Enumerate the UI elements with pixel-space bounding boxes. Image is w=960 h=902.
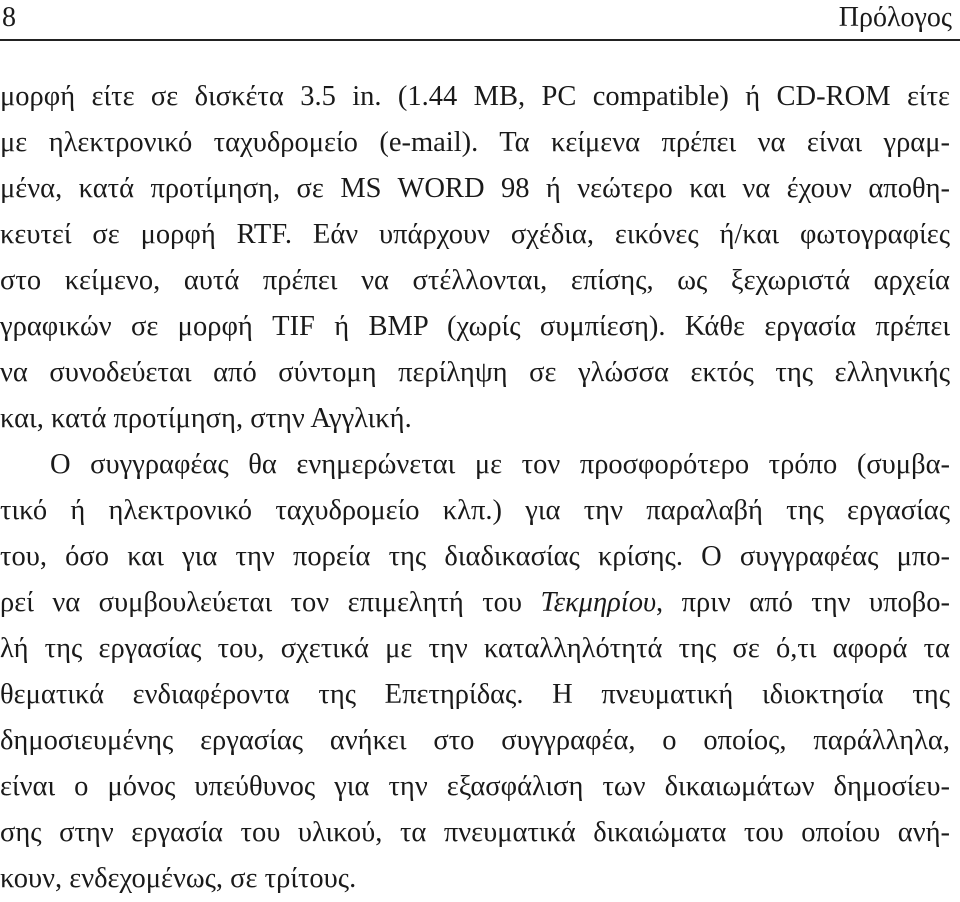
paragraph-start-line: Ο συγγραφέας θα ενημερώνεται με τον προσφορότερο τρόπο (συμβα-: [50, 449, 950, 480]
paragraph-end-line: και, κατά προτίμηση, στην Αγγλική.: [0, 403, 412, 434]
text-segment: ρεί να συμβουλεύεται τον επιμελητή του: [0, 587, 541, 618]
text-line: σης στην εργασία του υλικού, τα πνευματικά δικαιώματα του οποίου ανή-: [0, 817, 950, 848]
text-line: στο κείμενο, αυτά πρέπει να στέλλονται, επίσης, ως ξεχωριστά αρχεία: [0, 265, 950, 296]
text-line: μένα, κατά προτίμηση, σε MS WORD 98 ή νεώτερο και να έχουν αποθη-: [0, 173, 950, 204]
text-line: είναι ο μόνος υπεύθυνος για την εξασφάλιση των δικαιωμάτων δημοσίευ-: [0, 771, 950, 802]
text-line-with-italic: [0, 580, 950, 626]
text-line: λή της εργασίας του, σχετικά με την καταλληλότητά της σε ό,τι αφορά τα: [0, 633, 950, 664]
text-line: γραφικών σε μορφή TIF ή BMP (χωρίς συμπίεση). Κάθε εργασία πρέπει: [0, 311, 950, 342]
text-line: μορφή είτε σε δισκέτα 3.5 in. (1.44 MB, PC compatible) ή CD-ROM είτε: [0, 81, 950, 112]
text-line: να συνοδεύεται από σύντομη περίληψη σε γλώσσα εκτός της ελληνικής: [0, 357, 950, 388]
italic-title: Τεκμηρίου: [540, 587, 657, 618]
page-header: [0, 0, 960, 36]
header-rule: [0, 39, 960, 41]
paragraph-end-line: κουν, ενδεχομένως, σε τρίτους.: [0, 863, 357, 894]
text-line: με ηλεκτρονικό ταχυδρομείο (e-mail). Τα κείμενα πρέπει να είναι γραμ-: [0, 127, 950, 158]
text-line: δημοσιευμένης εργασίας ανήκει στο συγγραφέα, ο οποίος, παράλληλα,: [0, 725, 950, 756]
running-head: Πρόλογος: [838, 2, 952, 33]
page-number: 8: [2, 2, 16, 33]
text-line: κευτεί σε μορφή RTF. Εάν υπάρχουν σχέδια, εικόνες ή/και φωτογραφίες: [0, 219, 950, 250]
text-segment: , πριν από την υποβο-: [656, 587, 950, 618]
body-text: [0, 74, 950, 902]
text-line: του, όσο και για την πορεία της διαδικασίας κρίσης. Ο συγγραφέας μπο-: [0, 541, 950, 572]
text-line: θεματικά ενδιαφέροντα της Επετηρίδας. Η πνευματική ιδιοκτησία της: [0, 679, 950, 710]
text-line: τικό ή ηλεκτρονικό ταχυδρομείο κλπ.) για την παραλαβή της εργασίας: [0, 495, 950, 526]
